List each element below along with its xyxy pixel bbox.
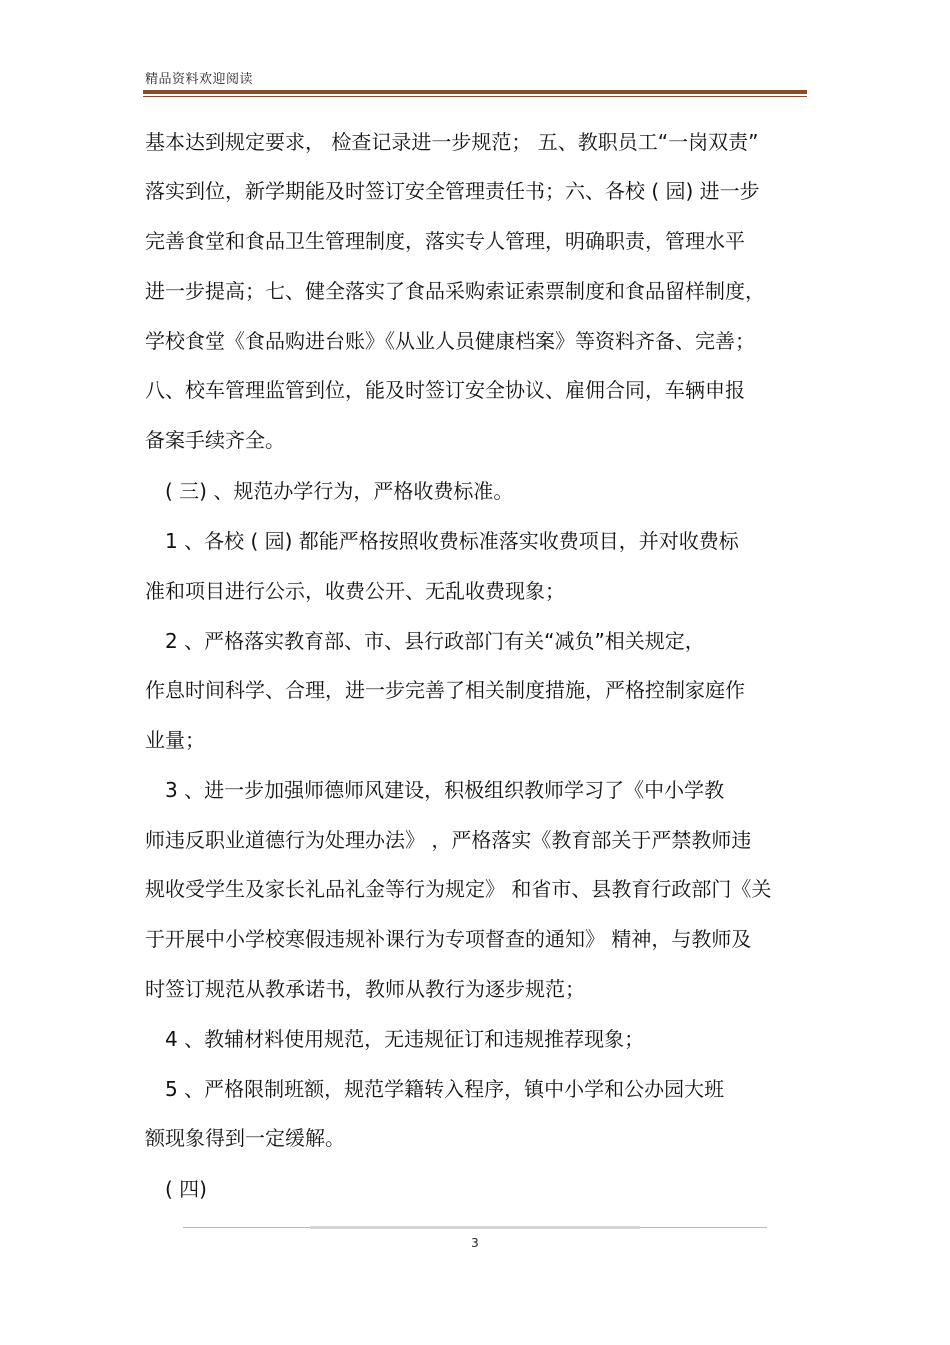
- text-line: 完善食堂和食品卫生管理制度，落实专人管理，明确职责，管理水平: [145, 229, 745, 253]
- text-line: 备案手续齐全。: [145, 428, 285, 452]
- list-item: 4 、教辅材料使用规范，无违规征订和违规推荐现象；: [165, 1027, 645, 1051]
- header-rule-thick: [143, 90, 807, 94]
- text-line: 额现象得到一定缓解。: [145, 1126, 345, 1150]
- header-rule-thin: [143, 96, 807, 97]
- text-line: 于开展中小学校寒假违规补课行为专项督查的通知》 精神，与教师及: [145, 927, 752, 951]
- text-line: 时签订规范从教承诺书，教师从教行为逐步规范；: [145, 977, 585, 1001]
- text-line: 规收受学生及家长礼品礼金等行为规定》 和省市、县教育行政部门《关: [145, 877, 772, 901]
- text-line: 进一步提高；七、健全落实了食品采购索证索票制度和食品留样制度，: [145, 279, 765, 303]
- text-line: 准和项目进行公示，收费公开、无乱收费现象；: [145, 579, 565, 603]
- text-line: 基本达到规定要求， 检查记录进一步规范； 五、教职员工“一岗双责”: [145, 130, 759, 154]
- text-line: 师违反职业道德行为处理办法》 ，严格落实《教育部关于严禁教师违: [145, 828, 752, 852]
- text-line: 作息时间科学、合理，进一步完善了相关制度措施，严格控制家庭作: [145, 678, 745, 702]
- section-heading: ( 四): [165, 1177, 207, 1201]
- section-heading: ( 三) 、规范办学行为，严格收费标准。: [165, 479, 514, 503]
- list-item: 3 、进一步加强师德师风建设，积极组织教师学习了《中小学教: [165, 778, 725, 802]
- text-line: 八、校车管理监管到位，能及时签订安全协议、雇佣合同，车辆申报: [145, 378, 745, 402]
- page-number: 3: [471, 1236, 479, 1250]
- list-item: 5 、严格限制班额，规范学籍转入程序，镇中小学和公办园大班: [165, 1077, 725, 1101]
- footer-rule-accent: [310, 1226, 640, 1229]
- list-item: 2 、严格落实教育部、市、县行政部门有关“减负”相关规定，: [165, 629, 705, 653]
- header-title: 精品资料欢迎阅读: [145, 72, 254, 87]
- text-line: 业量；: [145, 728, 205, 752]
- list-item: 1 、各校 ( 园) 都能严格按照收费标准落实收费项目，并对收费标: [165, 529, 739, 553]
- text-line: 学校食堂《食品购进台账》《从业人员健康档案》等资料齐备、完善；: [145, 329, 755, 353]
- text-line: 落实到位，新学期能及时签订安全管理责任书；六、各校 ( 园) 进一步: [145, 179, 760, 203]
